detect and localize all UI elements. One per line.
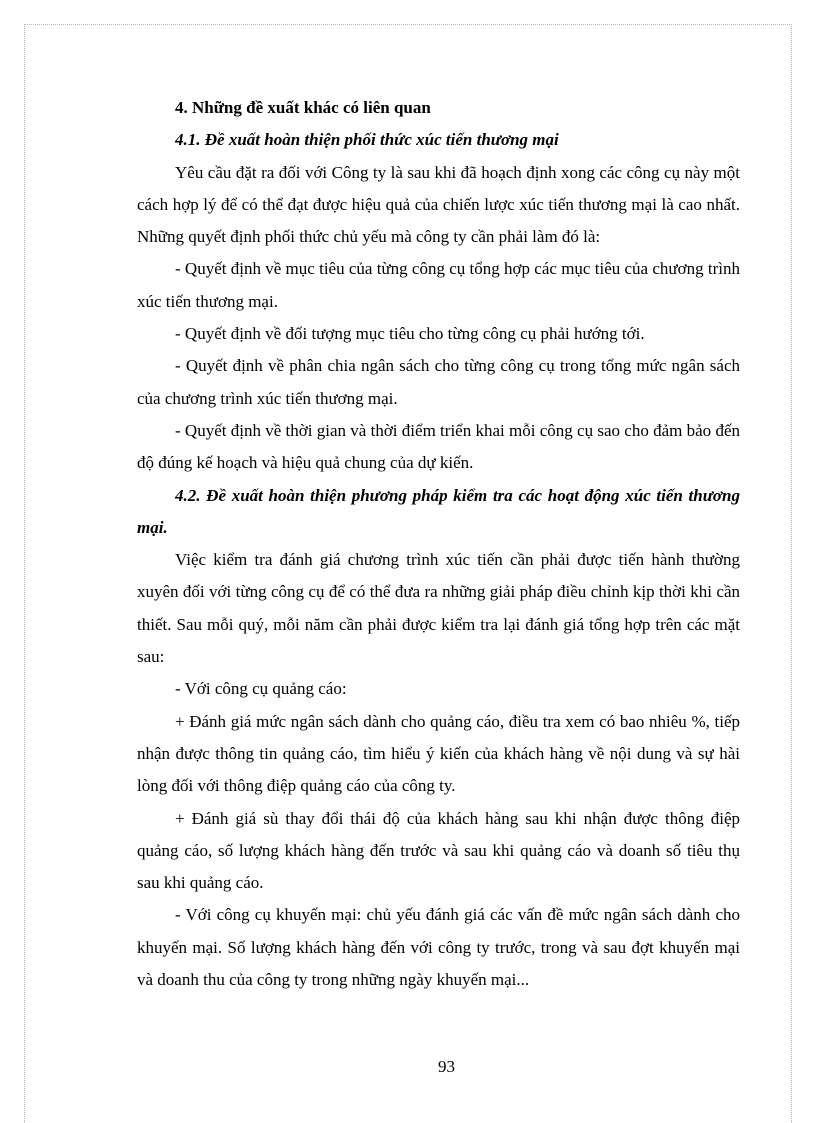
section-heading: 4. Những đề xuất khác có liên quan [175,98,431,117]
bullet-item: - Quyết định về mục tiêu của từng công cụ tổng hợp các mục tiêu của chương trình xúc tiến thương mại. [137,259,740,311]
bullet-item: - Quyết định về đối tượng mục tiêu cho từng công cụ phải hướng tới. [175,324,645,344]
bullet-item: - Quyết định về phân chia ngân sách cho từng công cụ trong tổng mức ngân sách của chương trình xúc tiến thương mại. [137,356,740,408]
document-body [137,92,740,996]
bullet-item: - Với công cụ khuyến mại: chủ yếu đánh giá các vấn đề mức ngân sách dành cho khuyến mại. Số lượng khách hàng đến với công ty trước, trong và sau đợt khuyến mại và doanh thu của công ty trong những ngày khuyến mại... [137,905,740,990]
page-number: 93 [438,1057,455,1076]
paragraph: Việc kiểm tra đánh giá chương trình xúc tiến cần phải được tiến hành thường xuyên đối với từng công cụ để có thể đưa ra những giải pháp điều chỉnh kịp thời khi cần thiết. Sau mỗi quý, mỗi năm cần phải được kiểm tra lại đánh giá tổng hợp trên các mặt sau: [137,550,740,667]
bullet-item: - Với công cụ quảng cáo: [175,679,347,699]
bullet-item: - Quyết định về thời gian và thời điểm triển khai mỗi công cụ sao cho đảm bảo đến độ đúng kế hoạch và hiệu quả chung của dự kiến. [137,420,740,473]
sub-bullet-item: + Đánh giá sù thay đổi thái độ của khách hàng sau khi nhận được thông điệp quảng cáo, số lượng khách hàng đến trước và sau khi quảng cáo và doanh số tiêu thụ sau khi quảng cáo. [137,808,740,893]
sub-bullet-item: + Đánh giá mức ngân sách dành cho quảng cáo, điều tra xem có bao nhiêu %, tiếp nhận được thông tin quảng cáo, tìm hiểu ý kiến của khách hàng về nội dung và sự hài lòng đối với thông điệp quảng cáo của công ty. [137,711,740,796]
paragraph: Yêu cầu đặt ra đối với Công ty là sau khi đã hoạch định xong các công cụ này một cách hợp lý để có thể đạt được hiệu quả của chiến lược xúc tiến thương mại là cao nhất. Những quyết định phối thức chủ yếu mà công ty cần phải làm đó là: [137,162,740,247]
subsection-title-4-2: 4.2. Đề xuất hoàn thiện phương pháp kiểm tra các hoạt động xúc tiến thương mại. [137,485,740,537]
subsection-title-4-1: 4.1. Đề xuất hoàn thiện phối thức xúc tiến thương mại [175,130,559,150]
